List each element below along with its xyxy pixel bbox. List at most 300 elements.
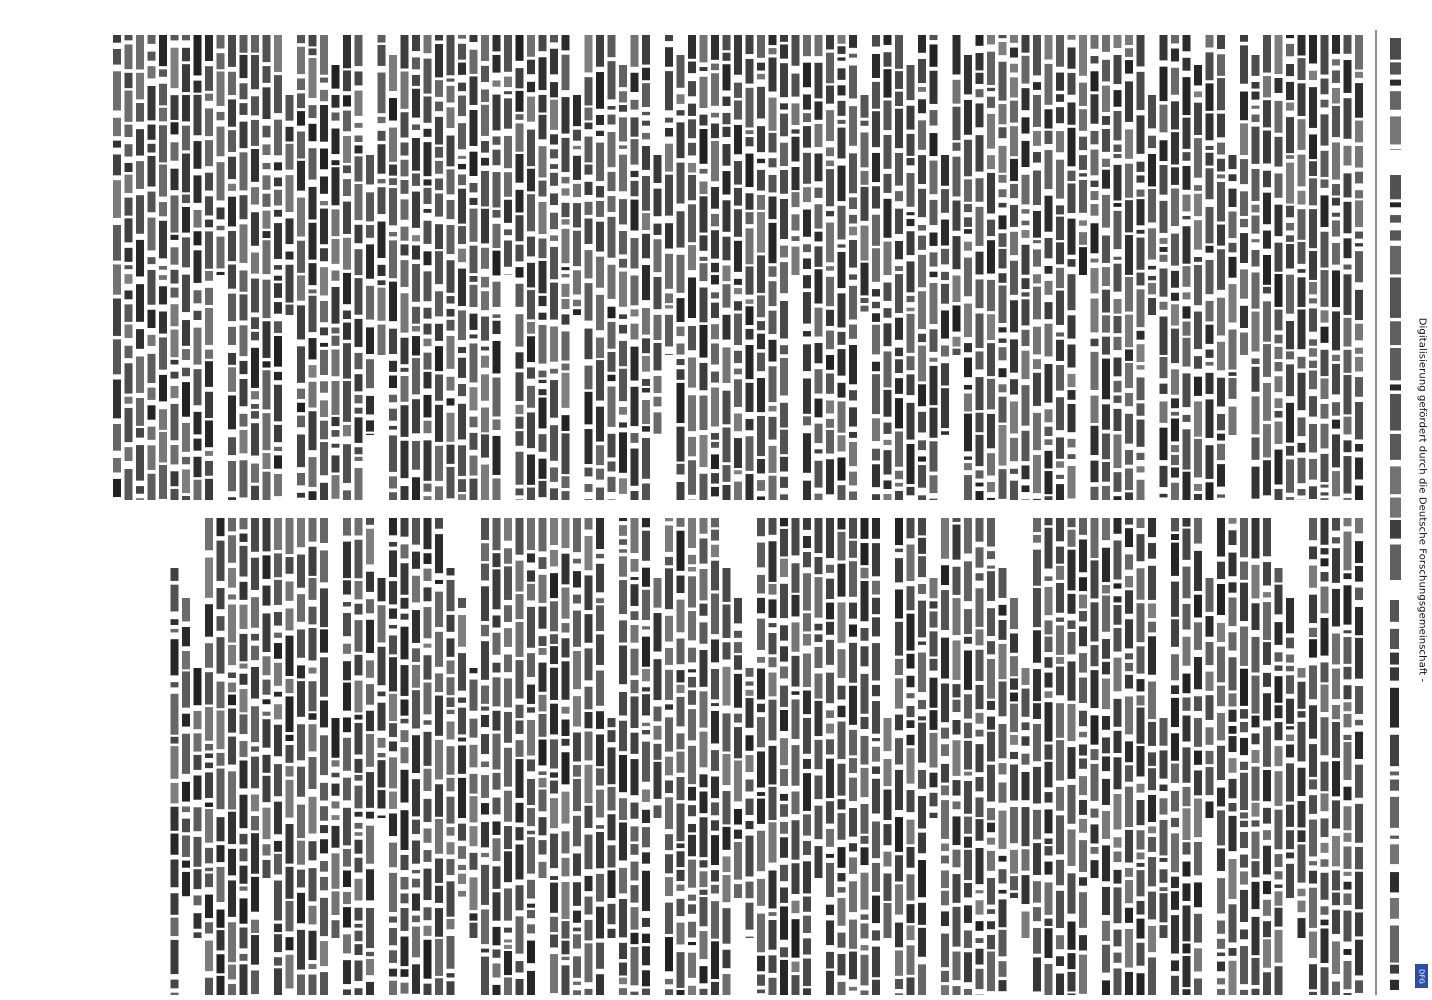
text-line-fragment [711, 292, 719, 298]
text-line-fragment [757, 334, 765, 349]
text-line-fragment [872, 779, 880, 814]
text-line-fragment [1229, 329, 1237, 369]
text-line-fragment [1056, 547, 1064, 564]
text-line-fragment [792, 129, 800, 133]
text-line-fragment [792, 103, 800, 125]
text-line-fragment [1309, 87, 1317, 128]
text-line-fragment [355, 812, 363, 817]
text-line-fragment [205, 451, 213, 456]
text-line-fragment [941, 800, 949, 839]
text-line-fragment [619, 549, 627, 552]
text-line-fragment [1114, 381, 1122, 393]
text-line-fragment [895, 622, 903, 656]
text-line-fragment [941, 220, 949, 246]
text-line-fragment [424, 569, 432, 581]
text-line-fragment [389, 240, 397, 278]
text-line-fragment [723, 827, 731, 850]
text-line-fragment [286, 581, 294, 600]
text-line-fragment [217, 867, 225, 902]
text-line-fragment [1079, 232, 1087, 245]
text-line-fragment [838, 457, 846, 480]
text-line-fragment [1309, 566, 1317, 588]
text-line-fragment [700, 890, 708, 895]
text-line-fragment [309, 148, 317, 179]
text-line-fragment [435, 939, 443, 976]
text-line-fragment [608, 106, 616, 110]
text-line-fragment [401, 376, 409, 402]
text-line-fragment [665, 175, 673, 216]
text-line-fragment [746, 137, 754, 146]
text-line-fragment [1217, 810, 1225, 845]
text-line-fragment [769, 746, 777, 785]
text-line-fragment [976, 797, 984, 817]
text-line-fragment [366, 518, 374, 525]
text-line-fragment [228, 72, 236, 95]
text-line-fragment [148, 66, 156, 78]
text-line-fragment [608, 434, 616, 458]
text-line-fragment [964, 393, 972, 411]
text-line-fragment [1056, 268, 1064, 288]
text-line-fragment [1332, 705, 1340, 719]
text-line-fragment [838, 873, 846, 881]
text-line-fragment [757, 87, 765, 119]
text-line-fragment [907, 314, 915, 353]
text-line-fragment [1160, 401, 1168, 422]
text-line-fragment [1091, 94, 1099, 123]
text-line-fragment [297, 870, 305, 888]
text-line-fragment [918, 538, 926, 554]
text-line-fragment [654, 315, 662, 340]
text-line-fragment [585, 835, 593, 870]
text-line-fragment [470, 433, 478, 450]
text-line-fragment [470, 276, 478, 282]
text-line-fragment [493, 734, 501, 770]
text-line-fragment [320, 483, 328, 500]
text-line-fragment [539, 115, 547, 140]
text-line-fragment [999, 980, 1007, 991]
text-line-fragment [746, 821, 754, 829]
text-line-fragment [366, 420, 374, 431]
text-line-fragment [884, 174, 892, 193]
text-line-fragment [1229, 736, 1237, 752]
text-line-fragment [1137, 115, 1145, 153]
text-line-fragment [389, 492, 397, 500]
text-line-fragment [849, 625, 857, 637]
text-line-fragment [1390, 965, 1399, 974]
text-line-fragment [343, 518, 351, 536]
text-line-fragment [1171, 764, 1179, 783]
text-line-fragment [619, 105, 627, 112]
text-line-fragment [274, 764, 282, 796]
text-line-fragment [930, 329, 938, 352]
text-line-fragment [734, 674, 742, 708]
text-line-fragment [125, 346, 133, 358]
text-line-fragment [953, 640, 961, 679]
text-line-fragment [976, 207, 984, 246]
text-line-fragment [849, 442, 857, 466]
text-line-fragment [987, 314, 995, 340]
text-line-fragment [1056, 73, 1064, 91]
text-line-fragment [573, 518, 581, 552]
text-line-fragment [389, 723, 397, 737]
text-line-fragment [286, 144, 294, 170]
text-line-fragment [274, 162, 282, 170]
text-line-fragment [964, 414, 972, 452]
text-line-fragment [1148, 957, 1156, 995]
text-line-fragment [205, 922, 213, 933]
text-line-fragment [953, 952, 961, 981]
text-line-fragment [895, 109, 903, 148]
text-line-fragment [286, 780, 294, 818]
text-line-fragment [355, 417, 363, 443]
text-line-fragment [458, 598, 466, 608]
text-line-fragment [1240, 990, 1248, 995]
text-line-fragment [987, 173, 995, 214]
text-line-fragment [1321, 454, 1329, 482]
text-line-fragment [711, 372, 719, 383]
text-line-fragment [125, 198, 133, 216]
text-line-fragment [1022, 772, 1030, 800]
text-line-fragment [711, 982, 719, 995]
text-line-fragment [665, 71, 673, 110]
text-line-fragment [1171, 329, 1179, 363]
text-line-fragment [1045, 196, 1053, 232]
text-line-fragment [723, 64, 731, 90]
text-line-fragment [435, 580, 443, 584]
text-line-fragment [447, 936, 455, 969]
text-line-fragment [194, 775, 202, 799]
text-line-fragment [539, 840, 547, 854]
text-line-fragment [803, 759, 811, 769]
text-line-fragment [746, 88, 754, 128]
text-line-fragment [355, 71, 363, 85]
text-line-fragment [1194, 718, 1202, 747]
text-line-fragment [642, 871, 650, 911]
text-line-fragment [953, 518, 961, 522]
text-line-fragment [159, 275, 167, 280]
text-line-fragment [780, 103, 788, 109]
text-line-fragment [884, 323, 892, 346]
text-line-fragment [1183, 77, 1191, 115]
text-line-fragment [757, 416, 765, 456]
text-line-fragment [1344, 787, 1352, 801]
text-line-fragment [240, 689, 248, 712]
text-line-fragment [550, 235, 558, 240]
text-line-fragment [309, 58, 317, 98]
text-line-fragment [677, 990, 685, 995]
text-line-fragment [711, 885, 719, 894]
text-line-fragment [159, 125, 167, 162]
text-line-fragment [769, 623, 777, 627]
text-line-fragment [964, 817, 972, 834]
text-line-fragment [803, 916, 811, 933]
text-line-fragment [1206, 373, 1214, 394]
text-line-fragment [907, 720, 915, 728]
text-line-fragment [286, 218, 294, 244]
text-line-fragment [228, 683, 236, 693]
text-line-fragment [907, 444, 915, 484]
text-line-fragment [654, 762, 662, 799]
text-line-fragment [803, 94, 811, 109]
text-line-fragment [366, 620, 374, 653]
text-line-fragment [1263, 460, 1271, 495]
text-line-fragment [550, 646, 558, 664]
text-line-fragment [631, 759, 639, 795]
text-line-fragment [1148, 543, 1156, 559]
text-line-fragment [1229, 816, 1237, 851]
text-line-fragment [1033, 588, 1041, 627]
text-line-fragment [1252, 882, 1260, 909]
text-line-fragment [1125, 450, 1133, 465]
text-line-fragment [309, 975, 317, 995]
text-line-fragment [976, 730, 984, 737]
text-line-fragment [1160, 820, 1168, 855]
text-line-fragment [309, 931, 317, 960]
text-line-fragment [1114, 628, 1122, 652]
text-line-fragment [1045, 587, 1053, 615]
text-line-fragment [458, 778, 466, 818]
text-line-fragment [1171, 101, 1179, 129]
text-line-fragment [1390, 926, 1399, 963]
text-line-fragment [907, 614, 915, 651]
text-line-fragment [608, 461, 616, 471]
text-line-fragment [1125, 235, 1133, 275]
text-line-fragment [1217, 143, 1225, 155]
text-line-fragment [1321, 762, 1329, 792]
text-line-fragment [826, 854, 834, 858]
text-line-fragment [1010, 678, 1018, 689]
text-line-fragment [458, 824, 466, 841]
text-line-fragment [424, 496, 432, 500]
text-line-fragment [424, 395, 432, 417]
text-line-fragment [884, 873, 892, 900]
text-line-fragment [171, 95, 179, 120]
text-line-fragment [297, 493, 305, 498]
text-line-fragment [527, 263, 535, 288]
text-line-fragment [458, 63, 466, 75]
text-line-fragment [1183, 842, 1191, 854]
text-line-fragment [1091, 560, 1099, 598]
text-line-fragment [1206, 578, 1214, 612]
text-line-fragment [251, 646, 259, 660]
text-line-fragment [585, 536, 593, 570]
text-line-fragment [1286, 321, 1294, 349]
text-line-fragment [504, 200, 512, 223]
text-line-fragment [1010, 469, 1018, 474]
text-line-fragment [1390, 653, 1399, 665]
text-line-fragment [343, 778, 351, 801]
text-line-fragment [1390, 898, 1399, 919]
text-line-fragment [424, 251, 432, 265]
text-line-fragment [447, 697, 455, 707]
text-line-fragment [435, 147, 443, 158]
text-line-fragment [642, 133, 650, 140]
text-line-fragment [194, 457, 202, 477]
text-line-fragment [251, 253, 259, 274]
text-line-fragment [1309, 361, 1317, 368]
text-line-fragment [1125, 908, 1133, 923]
text-line-fragment [1045, 702, 1053, 741]
text-line-fragment [688, 576, 696, 607]
text-line-fragment [631, 491, 639, 500]
text-line-fragment [412, 648, 420, 662]
text-line-fragment [1148, 636, 1156, 674]
text-line-fragment [343, 111, 351, 132]
text-line-fragment [1263, 518, 1271, 556]
text-line-fragment [1344, 350, 1352, 373]
text-line-fragment [562, 373, 570, 408]
text-line-fragment [424, 732, 432, 766]
text-line-fragment [999, 783, 1007, 803]
text-line-fragment [838, 954, 846, 975]
text-line-fragment [895, 549, 903, 553]
text-line-fragment [953, 986, 961, 995]
text-line-fragment [734, 809, 742, 825]
text-line-fragment [1079, 732, 1087, 737]
text-line-fragment [228, 812, 236, 844]
text-line-fragment [113, 380, 121, 419]
text-line-fragment [1240, 722, 1248, 732]
text-line-fragment [1125, 414, 1133, 444]
text-line-fragment [1137, 273, 1145, 286]
text-line-fragment [527, 82, 535, 92]
text-line-fragment [1240, 269, 1248, 298]
text-line-fragment [930, 793, 938, 807]
text-line-fragment [1079, 595, 1087, 609]
text-line-fragment [228, 771, 236, 809]
text-line-fragment [1252, 767, 1260, 801]
text-line-fragment [240, 546, 248, 577]
text-line-fragment [573, 203, 581, 227]
text-line-fragment [1068, 972, 1076, 992]
text-line-fragment [1010, 735, 1018, 745]
text-line-fragment [539, 459, 547, 479]
text-line-fragment [838, 293, 846, 327]
text-line-fragment [861, 945, 869, 950]
text-line-fragment [780, 518, 788, 526]
text-line-fragment [1183, 338, 1191, 367]
text-line-fragment [596, 131, 604, 136]
text-line-fragment [1275, 810, 1283, 850]
text-line-fragment [803, 861, 811, 893]
text-line-fragment [1390, 520, 1401, 539]
text-line-fragment [194, 95, 202, 135]
text-line-fragment [274, 704, 282, 719]
text-line-fragment [1091, 860, 1099, 878]
text-line-fragment [1206, 83, 1214, 110]
text-line-fragment [527, 910, 535, 918]
text-line-fragment [642, 400, 650, 424]
text-line-fragment [493, 341, 501, 374]
text-line-fragment [596, 72, 604, 109]
text-line-fragment [343, 323, 351, 340]
text-line-fragment [1194, 265, 1202, 305]
text-line-fragment [688, 62, 696, 74]
text-line-fragment [412, 336, 420, 355]
text-line-fragment [332, 444, 340, 448]
text-line-fragment [113, 225, 121, 261]
text-line-fragment [194, 711, 202, 729]
text-line-fragment [389, 476, 397, 488]
text-line-fragment [493, 35, 501, 51]
text-line-fragment [849, 518, 857, 539]
text-line-fragment [1091, 809, 1099, 818]
text-line-fragment [320, 629, 328, 652]
text-line-fragment [412, 138, 420, 171]
text-line-fragment [631, 171, 639, 177]
text-line-fragment [217, 845, 225, 862]
text-line-fragment [539, 817, 547, 835]
text-line-fragment [1045, 109, 1053, 128]
text-line-fragment [205, 350, 213, 359]
text-line-fragment [769, 158, 777, 167]
text-line-fragment [1010, 339, 1018, 372]
text-line-fragment [1125, 349, 1133, 360]
text-line-fragment [1079, 678, 1087, 703]
text-line-fragment [826, 169, 834, 206]
text-line-fragment [1263, 255, 1271, 285]
text-line-fragment [205, 643, 213, 668]
text-line-fragment [1286, 830, 1294, 849]
text-line-fragment [608, 387, 616, 427]
text-line-fragment [918, 860, 926, 897]
text-line-fragment [1275, 891, 1283, 905]
text-line-fragment [1045, 150, 1053, 189]
text-line-fragment [343, 238, 351, 270]
text-line-fragment [1344, 238, 1352, 258]
text-line-fragment [1263, 100, 1271, 127]
text-line-fragment [677, 733, 685, 749]
text-line-fragment [366, 711, 374, 731]
text-line-fragment [1102, 887, 1110, 915]
text-line-fragment [895, 678, 903, 708]
text-line-fragment [493, 251, 501, 276]
text-line-fragment [458, 745, 466, 773]
text-line-fragment [481, 291, 489, 310]
text-line-fragment [1137, 518, 1145, 528]
text-line-fragment [481, 89, 489, 102]
text-line-fragment [263, 844, 271, 855]
text-line-fragment [1275, 908, 1283, 927]
text-line-fragment [918, 652, 926, 692]
text-line-fragment [677, 899, 685, 916]
text-line-fragment [263, 126, 271, 138]
text-line-fragment [585, 943, 593, 982]
text-line-fragment [1275, 411, 1283, 418]
text-line-fragment [228, 965, 236, 980]
text-line-fragment [355, 91, 363, 116]
text-line-fragment [240, 55, 248, 78]
text-line-fragment [274, 265, 282, 270]
text-line-fragment [263, 755, 271, 773]
text-line-fragment [1171, 877, 1179, 888]
text-line-fragment [1344, 872, 1352, 876]
text-line-fragment [838, 252, 846, 288]
text-line-fragment [1056, 667, 1064, 696]
text-line-fragment [895, 993, 903, 995]
text-line-fragment [240, 83, 248, 99]
text-line-fragment [1252, 467, 1260, 499]
text-line-fragment [1079, 173, 1087, 176]
text-line-fragment [562, 707, 570, 714]
text-line-fragment [1022, 117, 1030, 133]
text-line-fragment [964, 217, 972, 227]
text-line-fragment [332, 128, 340, 154]
text-line-fragment [769, 476, 777, 500]
text-line-fragment [297, 198, 305, 237]
text-line-fragment [527, 685, 535, 704]
text-line-fragment [435, 486, 443, 500]
